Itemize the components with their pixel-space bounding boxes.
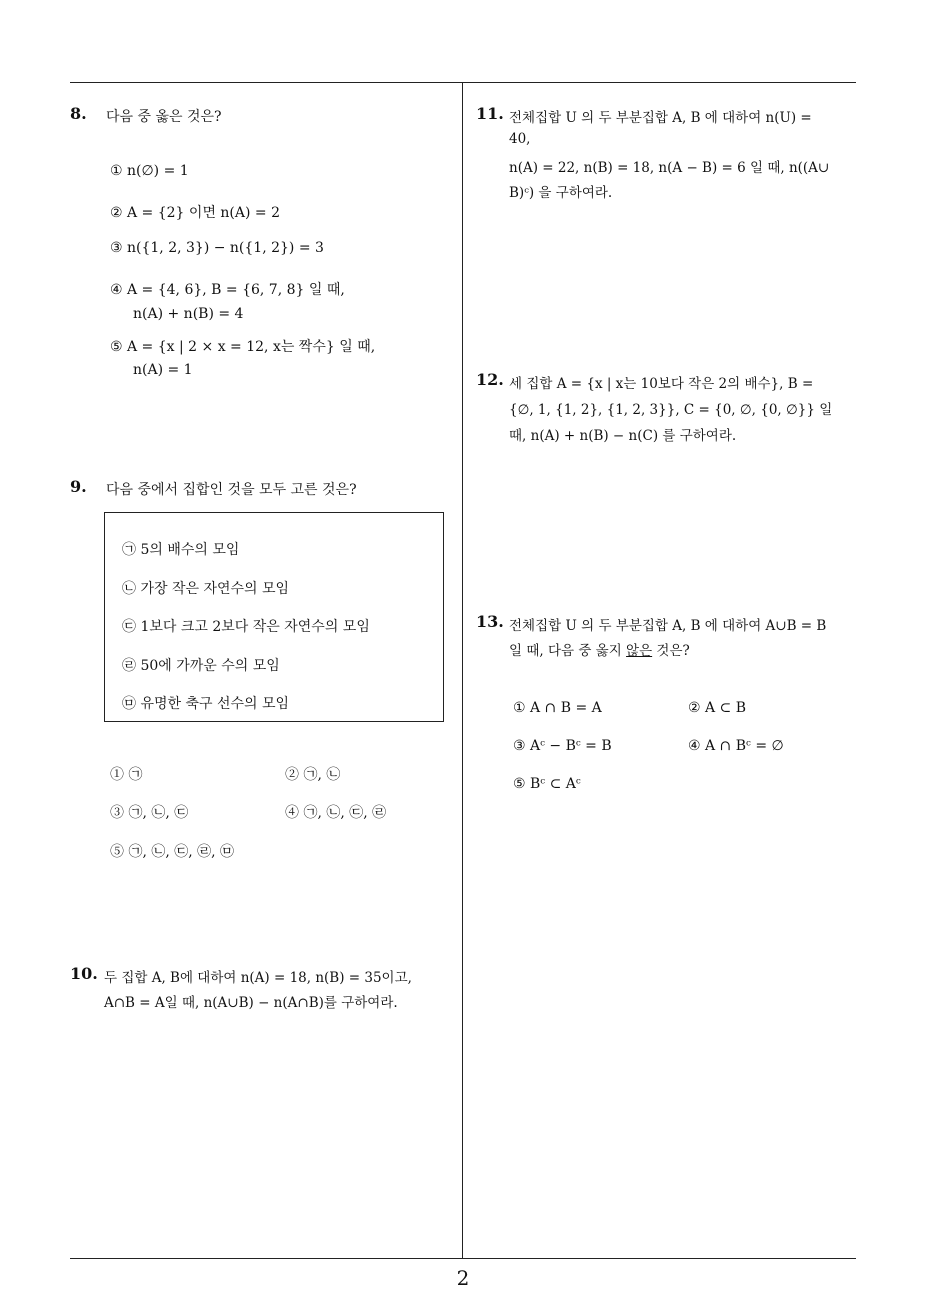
- option-2: ② A = {2} 이면 n(A) = 2: [110, 205, 281, 221]
- option-1: ① n(∅) = 1: [110, 163, 189, 179]
- option-5: ⑤ Bᶜ ⊂ Aᶜ: [513, 776, 581, 792]
- option-4: ④ A ∩ Bᶜ = ∅: [688, 738, 784, 754]
- question-number: 12.: [476, 370, 504, 389]
- option-3: ③ Aᶜ − Bᶜ = B: [513, 738, 612, 754]
- question-prompt: 다음 중 옳은 것은?: [106, 109, 222, 125]
- box-item-4: ㉣ 50에 가까운 수의 모임: [122, 658, 280, 674]
- option-3: ③ n({1, 2, 3}) − n({1, 2}) = 3: [110, 240, 324, 256]
- box-item-5: ㉤ 유명한 축구 선수의 모임: [122, 696, 290, 712]
- option-1: ① A ∩ B = A: [513, 700, 602, 716]
- option-2: ② A ⊂ B: [688, 700, 747, 716]
- question-line-3: 때, n(A) + n(B) − n(C) 를 구하여라.: [509, 428, 737, 444]
- question-number: 8.: [70, 104, 87, 123]
- question-prompt: 다음 중에서 집합인 것을 모두 고른 것은?: [106, 482, 357, 498]
- option-2: ② ㉠, ㉡: [285, 767, 341, 783]
- underlined-word: 않은: [626, 643, 653, 659]
- bottom-rule: [70, 1258, 856, 1259]
- top-rule: [70, 82, 856, 83]
- question-line-1: 전체집합 U 의 두 부분집합 A, B 에 대하여 n(U) =: [509, 110, 812, 126]
- option-4-continuation: n(A) + n(B) = 4: [133, 306, 244, 322]
- question-line-3: n(A) = 22, n(B) = 18, n(A − B) = 6 일 때, n((A∪: [509, 160, 830, 176]
- question-line-2: 40,: [509, 131, 531, 147]
- box-item-3: ㉢ 1보다 크고 2보다 작은 자연수의 모임: [122, 619, 370, 635]
- question-number: 9.: [70, 477, 87, 496]
- question-line-1: 세 집합 A = {x | x는 10보다 작은 2의 배수}, B =: [509, 376, 814, 392]
- option-5-continuation: n(A) = 1: [133, 362, 193, 378]
- option-4: ④ ㉠, ㉡, ㉢, ㉣: [285, 805, 387, 821]
- question-number: 10.: [70, 964, 98, 983]
- option-5: ⑤ A = {x | 2 × x = 12, x는 짝수} 일 때,: [110, 339, 376, 355]
- question-number: 13.: [476, 612, 504, 631]
- question-line-2: A∩B = A일 때, n(A∪B) − n(A∩B)를 구하여라.: [104, 995, 398, 1011]
- option-3: ③ ㉠, ㉡, ㉢: [110, 805, 189, 821]
- question-line-1: 두 집합 A, B에 대하여 n(A) = 18, n(B) = 35이고,: [104, 970, 412, 986]
- question-number: 11.: [476, 104, 504, 123]
- box-item-2: ㉡ 가장 작은 자연수의 모임: [122, 581, 290, 597]
- question-line-2: {∅, 1, {1, 2}, {1, 2, 3}}, C = {0, ∅, {0, ∅}} 일: [509, 402, 833, 418]
- question-line-2: 일 때, 다음 중 옳지 않은 것은?: [509, 643, 690, 659]
- option-1: ① ㉠: [110, 767, 143, 783]
- question-line-4: B)ᶜ) 을 구하여라.: [509, 185, 613, 201]
- option-4: ④ A = {4, 6}, B = {6, 7, 8} 일 때,: [110, 282, 345, 298]
- page-number: 2: [456, 1266, 470, 1290]
- question-line-1: 전체집합 U 의 두 부분집합 A, B 에 대하여 A∪B = B: [509, 618, 827, 634]
- column-divider: [462, 82, 463, 1258]
- box-item-1: ㉠ 5의 배수의 모임: [122, 542, 240, 558]
- option-5: ⑤ ㉠, ㉡, ㉢, ㉣, ㉤: [110, 844, 235, 860]
